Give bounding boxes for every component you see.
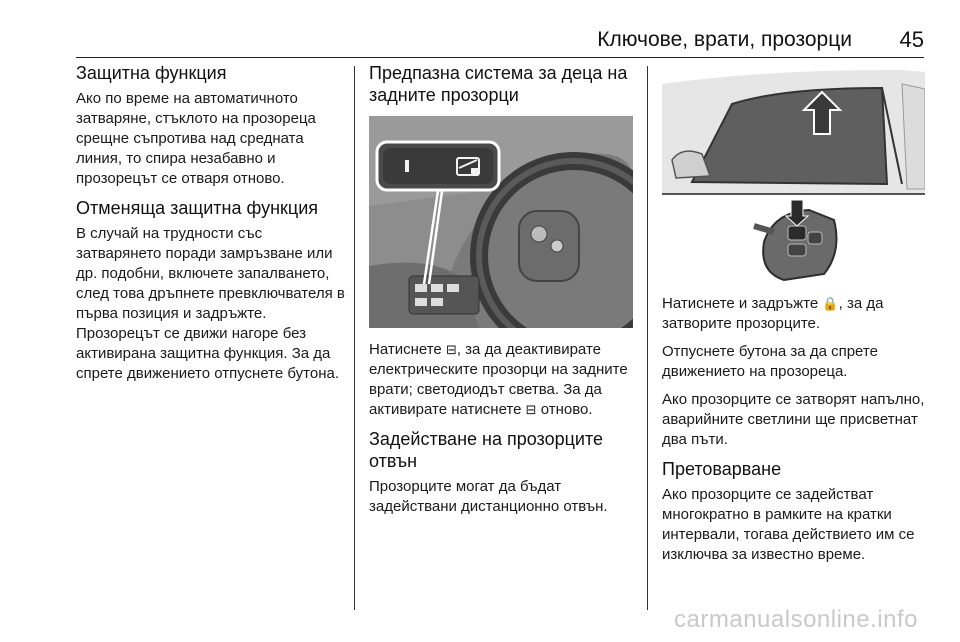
section-heading-child-lock: Предпазна система за деца на задните прозорци [369,63,628,105]
header-rule [76,57,924,58]
door-switch-illustration [369,116,633,328]
section-heading-override: Отменяща защитна функция [76,198,318,218]
page-number: 45 [899,27,924,52]
section-heading-protection: Защитна функция [76,63,227,83]
header-title: Ключове, врати, прозорци [597,28,852,51]
section-heading-remote: Задействане на прозорците отвън [369,429,604,471]
close-text-b: , за да затворите прозорците. [662,295,884,332]
hazard-paragraph: Ако прозорците се затворят напълно, аварийните светлини ще присветнат два пъти. [662,391,925,448]
child-lock-paragraph [369,340,637,420]
close-windows-paragraph [662,294,927,334]
close-text-a: Натиснете и задръжте [662,295,823,312]
column-3 [662,62,927,573]
child-lock-text-a: Натиснете [369,341,446,358]
remote-paragraph: Прозорците могат да бъдат задействани дистанционно отвън. [369,478,608,515]
window-key-figure [662,64,925,282]
column-divider-2 [647,66,648,610]
override-paragraph: В случай на трудности със затварянето поради замръзване или др. подобни, включете запалването, след това дръпнете превключвателя в първа позиция и задръжте. Прозорецът се движи нагоре без активирана защитна функция. За да спрете движението отпуснете бутона. [76,225,345,382]
key-lock-icon-inline: 🔒 [822,296,839,311]
page-header [0,0,960,58]
child-lock-text-b: , за да деактивирате електрическите прозорци на задните врати; светодиодът светва. За да активирате натиснете [369,341,628,418]
door-switch-figure [369,116,633,328]
protection-paragraph: Ако по време на автоматичното затваряне, стъклото на прозореца срещне съпротива над средната линия, то спира незабавно и прозорецът се отваря отново. [76,90,316,187]
overload-paragraph: Ако прозорците се задействат многократно в рамките на кратки интервали, тогава действието им се изключва за известно време. [662,486,915,563]
column-2 [369,62,637,525]
child-lock-icon-inline: ⊟ [445,342,457,357]
child-lock-icon-inline-2: ⊟ [525,402,537,417]
child-lock-text-c: отново. [536,401,593,418]
watermark: carmanualsonline.info [674,606,918,633]
section-heading-overload: Претоварване [662,459,782,479]
release-paragraph: Отпуснете бутона за да спрете движението на прозореца. [662,343,878,380]
column-divider-1 [354,66,355,610]
key-fob [754,200,836,280]
window-key-illustration [662,64,925,282]
column-1 [76,62,346,392]
